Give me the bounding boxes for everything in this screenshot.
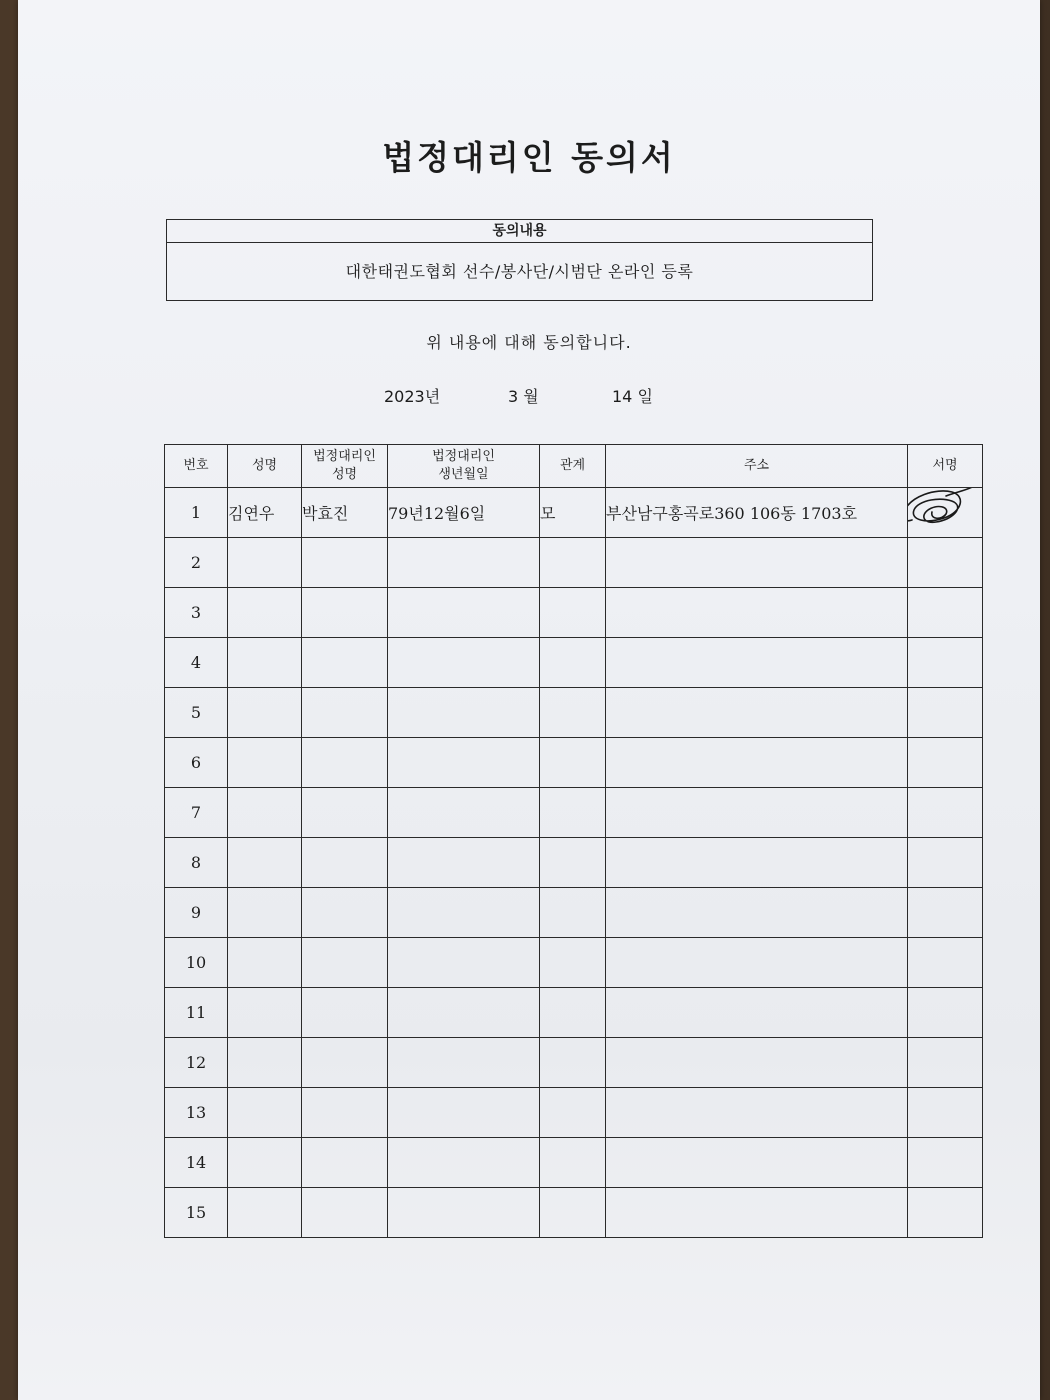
header-guardian-name [302, 445, 388, 488]
cell-guardian-birth [388, 788, 540, 838]
cell-relation [540, 1038, 606, 1088]
header-guardian-birth-line2: 생년월일 [438, 467, 489, 482]
cell-name [228, 888, 302, 938]
cell-relation [540, 588, 606, 638]
guardian-consent-table [164, 444, 983, 1238]
consent-content-header: 동의내용 [167, 220, 872, 243]
cell-name [228, 1188, 302, 1238]
cell-guardian-name [302, 588, 388, 638]
cell-relation [540, 688, 606, 738]
cell-relation [540, 788, 606, 838]
page-title: 법정대리인 동의서 [382, 138, 676, 177]
cell-guardian-birth [388, 1088, 540, 1138]
table-row [165, 938, 983, 988]
cell-signature [908, 788, 983, 838]
table-row [165, 988, 983, 1038]
cell-address [606, 888, 908, 938]
cell-relation: 모 [540, 488, 606, 538]
cell-number: 6 [165, 738, 228, 788]
cell-relation [540, 638, 606, 688]
table-row [165, 838, 983, 888]
header-signature: 서명 [908, 445, 983, 488]
cell-number: 11 [165, 988, 228, 1038]
table-row [165, 1088, 983, 1138]
table-row [165, 1188, 983, 1238]
cell-number: 1 [165, 488, 228, 538]
cell-relation [540, 1088, 606, 1138]
cell-guardian-name [302, 988, 388, 1038]
cell-number: 8 [165, 838, 228, 888]
cell-address [606, 688, 908, 738]
cell-guardian-birth [388, 588, 540, 638]
cell-guardian-name [302, 1038, 388, 1088]
cell-name [228, 688, 302, 738]
cell-signature [908, 838, 983, 888]
table-row [165, 638, 983, 688]
cell-guardian-name [302, 838, 388, 888]
cell-guardian-birth [388, 638, 540, 688]
cell-address: 부산남구홍곡로360 106동 1703호 [606, 488, 908, 538]
header-number: 번호 [165, 445, 228, 488]
cell-signature [908, 888, 983, 938]
table-row [165, 888, 983, 938]
table-row [165, 1038, 983, 1088]
cell-guardian-birth: 79년12월6일 [388, 488, 540, 538]
cell-name [228, 1138, 302, 1188]
cell-number: 7 [165, 788, 228, 838]
cell-number: 14 [165, 1138, 228, 1188]
cell-relation [540, 888, 606, 938]
cell-signature [908, 488, 983, 538]
agreement-statement: 위 내용에 대해 동의합니다. [426, 333, 632, 352]
table-row [165, 488, 983, 538]
cell-number: 3 [165, 588, 228, 638]
cell-guardian-birth [388, 888, 540, 938]
cell-name [228, 788, 302, 838]
cell-signature [908, 738, 983, 788]
cell-signature [908, 1188, 983, 1238]
cell-guardian-name [302, 938, 388, 988]
cell-name [228, 538, 302, 588]
cell-name [228, 838, 302, 888]
date-year: 2023년 [384, 387, 441, 406]
cell-name: 김연우 [228, 488, 302, 538]
cell-guardian-name: 박효진 [302, 488, 388, 538]
cell-number: 9 [165, 888, 228, 938]
date-day: 14 일 [612, 387, 653, 406]
cell-relation [540, 1188, 606, 1238]
table-row [165, 688, 983, 738]
cell-relation [540, 988, 606, 1038]
cell-number: 5 [165, 688, 228, 738]
cell-signature [908, 988, 983, 1038]
cell-signature [908, 688, 983, 738]
table-row [165, 738, 983, 788]
cell-signature [908, 1038, 983, 1088]
cell-signature [908, 538, 983, 588]
cell-guardian-name [302, 638, 388, 688]
header-guardian-birth [388, 445, 540, 488]
cell-guardian-name [302, 1138, 388, 1188]
consent-form-paper [18, 0, 1040, 1400]
cell-address [606, 838, 908, 888]
table-row [165, 788, 983, 838]
cell-name [228, 588, 302, 638]
cell-signature [908, 938, 983, 988]
cell-number: 15 [165, 1188, 228, 1238]
cell-number: 12 [165, 1038, 228, 1088]
cell-number: 2 [165, 538, 228, 588]
table-row [165, 588, 983, 638]
cell-number: 4 [165, 638, 228, 688]
cell-address [606, 588, 908, 638]
cell-number: 13 [165, 1088, 228, 1138]
cell-guardian-birth [388, 1138, 540, 1188]
cell-guardian-name [302, 1188, 388, 1238]
cell-guardian-birth [388, 838, 540, 888]
cell-address [606, 788, 908, 838]
cell-relation [540, 738, 606, 788]
table-row [165, 538, 983, 588]
cell-guardian-birth [388, 988, 540, 1038]
cell-guardian-birth [388, 1188, 540, 1238]
cell-guardian-name [302, 788, 388, 838]
cell-name [228, 938, 302, 988]
cell-relation [540, 938, 606, 988]
cell-guardian-name [302, 1088, 388, 1138]
cell-address [606, 1138, 908, 1188]
cell-name [228, 988, 302, 1038]
cell-signature [908, 1138, 983, 1188]
cell-guardian-birth [388, 738, 540, 788]
cell-address [606, 738, 908, 788]
date-month: 3 월 [508, 387, 539, 406]
cell-address [606, 1188, 908, 1238]
table-header-row [165, 445, 983, 488]
cell-number: 10 [165, 938, 228, 988]
cell-relation [540, 538, 606, 588]
table-row [165, 1138, 983, 1188]
cell-guardian-birth [388, 938, 540, 988]
cell-name [228, 1088, 302, 1138]
cell-name [228, 1038, 302, 1088]
cell-address [606, 538, 908, 588]
cell-address [606, 638, 908, 688]
cell-guardian-birth [388, 688, 540, 738]
cell-address [606, 988, 908, 1038]
cell-guardian-name [302, 688, 388, 738]
cell-relation [540, 838, 606, 888]
header-name: 성명 [228, 445, 302, 488]
cell-name [228, 738, 302, 788]
consent-content-box [166, 219, 873, 301]
cell-relation [540, 1138, 606, 1188]
cell-name [228, 638, 302, 688]
cell-address [606, 938, 908, 988]
cell-signature [908, 638, 983, 688]
header-address: 주소 [606, 445, 908, 488]
cell-guardian-name [302, 538, 388, 588]
cell-guardian-name [302, 738, 388, 788]
header-guardian-name-line1: 법정대리인 [313, 449, 376, 464]
cell-address [606, 1038, 908, 1088]
handwritten-signature-icon [908, 488, 979, 535]
cell-address [606, 1088, 908, 1138]
header-relation: 관계 [540, 445, 606, 488]
header-guardian-birth-line1: 법정대리인 [432, 449, 495, 464]
cell-signature [908, 588, 983, 638]
header-guardian-name-line2: 성명 [331, 467, 358, 482]
cell-guardian-name [302, 888, 388, 938]
consent-content-body: 대한태권도협회 선수/봉사단/시범단 온라인 등록 [345, 262, 694, 281]
cell-guardian-birth [388, 538, 540, 588]
cell-signature [908, 1088, 983, 1138]
cell-guardian-birth [388, 1038, 540, 1088]
